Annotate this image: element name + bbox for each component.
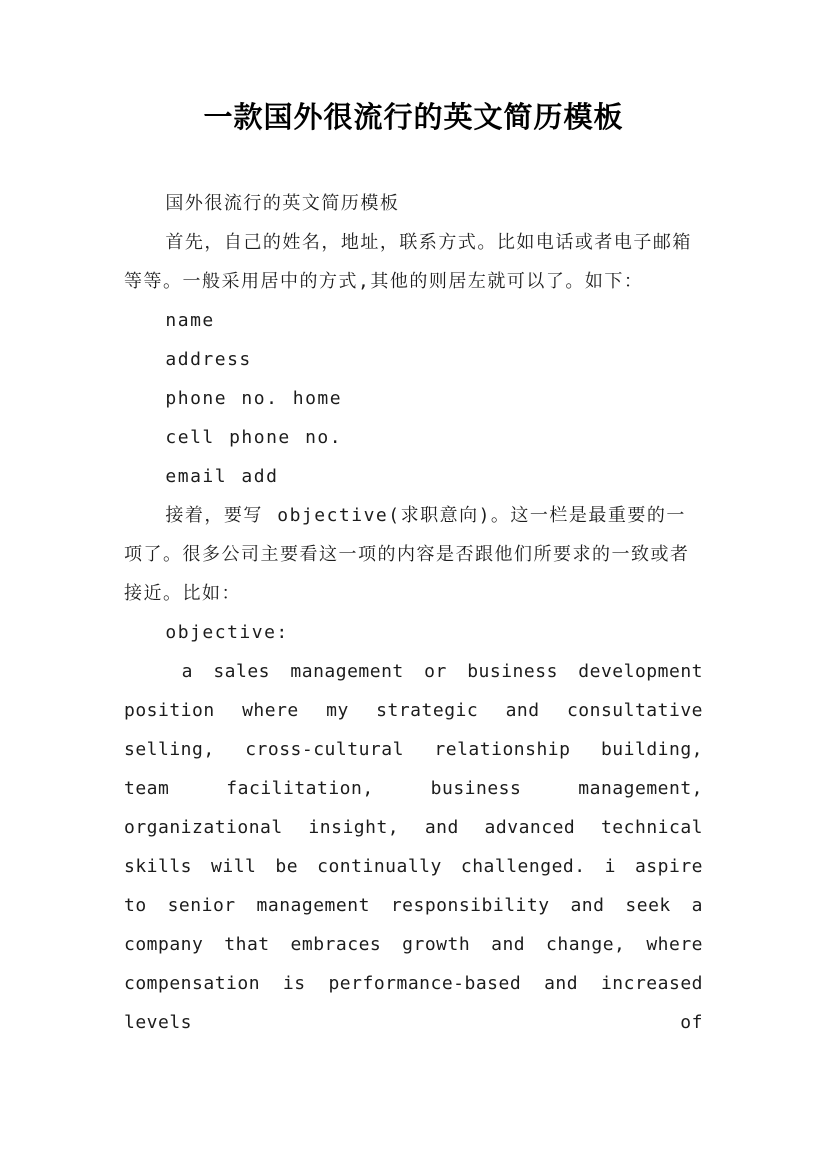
line-phone-home: phone no. home <box>165 388 343 409</box>
paragraph-objective-body: a sales management or business development position where my strategic and consultative selling, cross-cultural relationship building, team facilitation, business management, organizational insight, and advanced technical skills will be continually challenged. i aspire to senior management responsibility and seek a company that embraces growth and change, where compensation is performance-based and increased levels of <box>124 661 703 1033</box>
document-body <box>124 184 703 1042</box>
line-cell-phone: cell phone no. <box>165 427 343 448</box>
paragraph-subtitle: 国外很流行的英文简历模板 <box>165 193 400 214</box>
paragraph-intro: 首先，自己的姓名，地址，联系方式。比如电话或者电子邮箱等等。一般采用居中的方式,其他的则居左就可以了。如下： <box>124 232 692 292</box>
paragraph-objective-intro: 接着，要写 objective(求职意向)。这一栏是最重要的一项了。很多公司主要看这一项的内容是否跟他们所要求的一致或者接近。比如： <box>124 505 690 604</box>
document-title: 一款国外很流行的英文简历模板 <box>203 102 624 134</box>
line-name: name <box>165 310 215 331</box>
line-email: email add <box>165 466 279 487</box>
line-objective-label: objective: <box>165 622 289 643</box>
line-address: address <box>165 349 252 370</box>
